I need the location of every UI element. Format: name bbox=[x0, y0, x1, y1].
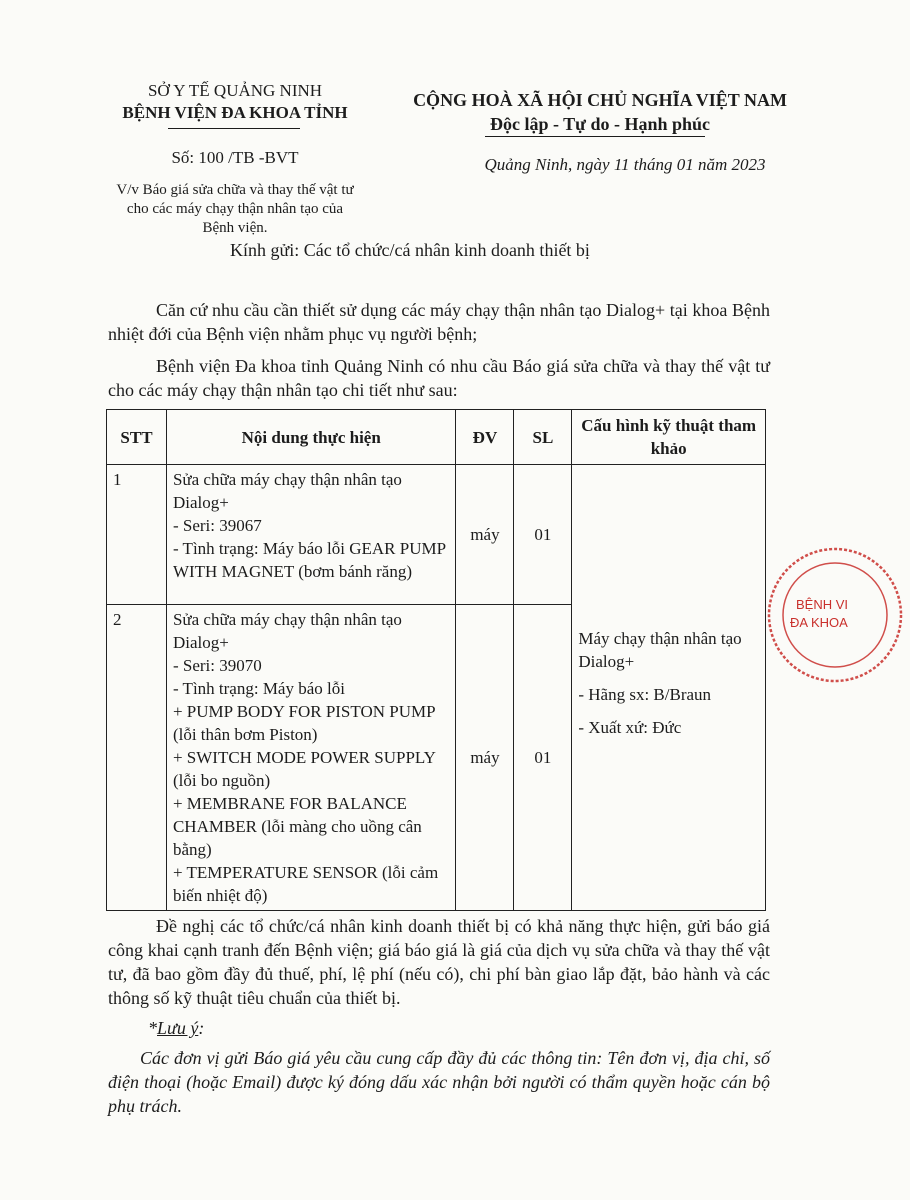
official-stamp bbox=[760, 545, 910, 685]
row-unit: máy bbox=[456, 465, 514, 605]
content-line: + PUMP BODY FOR PISTON PUMP (lỗi thân bơm Piston) bbox=[172, 702, 435, 744]
header-unit: ĐV bbox=[456, 410, 514, 465]
row-qty: 01 bbox=[514, 465, 572, 605]
row-stt: 1 bbox=[107, 465, 167, 605]
document-number: Số: 100 /TB -BVT bbox=[171, 148, 299, 167]
document-date: Quảng Ninh, ngày 11 tháng 01 năm 2023 bbox=[484, 155, 766, 174]
document-subject: V/v Báo giá sửa chữa và thay thế vật tư cho các máy chạy thận nhân tạo của Bệnh viện. bbox=[116, 182, 354, 236]
header-config: Cấu hình kỹ thuật tham khảo bbox=[572, 410, 766, 465]
row-unit: máy bbox=[456, 605, 514, 911]
issuing-organization bbox=[90, 80, 380, 124]
org-line-1: SỞ Y TẾ QUẢNG NINH bbox=[147, 81, 323, 100]
org-underline bbox=[168, 128, 300, 129]
content-line: + SWITCH MODE POWER SUPPLY (lỗi bo nguồn) bbox=[172, 748, 436, 790]
content-line: + MEMBRANE FOR BALANCE CHAMBER (lỗi màng cho uồng cân bằng) bbox=[172, 794, 422, 859]
note-text: Các đơn vị gửi Báo giá yêu cầu cung cấp đầy đủ các thông tin: Tên đơn vị, địa chỉ, số điện thoại (hoặc Email) được ký đóng dấu xác nhận bởi người có thẩm quyền hoặc cán bộ phụ trách. bbox=[108, 1048, 770, 1116]
stamp-text-1: BỆNH VI bbox=[796, 597, 849, 612]
config-line: - Hãng sx: B/Braun bbox=[578, 684, 712, 704]
stamp-text-2: ĐA KHOA bbox=[790, 615, 848, 630]
header-stt: STT bbox=[107, 410, 167, 465]
content-line: Sửa chữa máy chạy thận nhân tạo Dialog+ bbox=[172, 610, 402, 652]
national-motto bbox=[390, 88, 810, 136]
content-line: - Seri: 39070 bbox=[172, 656, 262, 675]
org-line-2: BỆNH VIỆN ĐA KHOA TỈNH bbox=[122, 103, 348, 122]
content-line: - Tình trạng: Máy báo lỗi bbox=[172, 679, 345, 698]
motto-underline bbox=[485, 136, 705, 137]
row-qty: 01 bbox=[514, 605, 572, 911]
note-label: *Lưu ý: bbox=[148, 1018, 205, 1038]
row-content bbox=[166, 605, 456, 911]
row-stt: 2 bbox=[107, 605, 167, 911]
content-line: + TEMPERATURE SENSOR (lỗi cảm biến nhiệt độ) bbox=[172, 863, 439, 905]
header-qty: SL bbox=[514, 410, 572, 465]
content-line: - Tình trạng: Máy báo lỗi GEAR PUMP WITH MAGNET (bơm bánh răng) bbox=[172, 539, 446, 581]
config-line: - Xuất xứ: Đức bbox=[578, 717, 682, 737]
paragraph-proposal: Đề nghị các tổ chức/cá nhân kinh doanh thiết bị có khả năng thực hiện, gửi báo giá công khai cạnh tranh đến Bệnh viện; giá báo giá là giá của dịch vụ sửa chữa và thay thế vật tư, đã bao gồm đầy đủ thuế, phí, lệ phí (nếu có), chi phí bàn giao lắp đặt, bảo hành và các thông số kỹ thuật tiêu chuẩn của thiết bị. bbox=[108, 916, 770, 1008]
table-header-row bbox=[107, 410, 766, 465]
content-line: Sửa chữa máy chạy thận nhân tạo Dialog+ bbox=[172, 470, 402, 512]
recipient-line: Kính gửi: Các tổ chức/cá nhân kinh doanh thiết bị bbox=[230, 240, 590, 260]
config-cell bbox=[572, 465, 766, 911]
repair-table bbox=[106, 409, 766, 911]
nation-line-1: CỘNG HOÀ XÃ HỘI CHỦ NGHĨA VIỆT NAM bbox=[413, 90, 787, 110]
paragraph-basis: Căn cứ nhu cầu cần thiết sử dụng các máy chạy thận nhân tạo Dialog+ tại khoa Bệnh nhiệt đới của Bệnh viện nhằm phục vụ người bệnh; bbox=[108, 300, 770, 344]
content-line: - Seri: 39067 bbox=[172, 516, 262, 535]
config-line: Máy chạy thận nhân tạo Dialog+ bbox=[578, 628, 742, 671]
note-label-text: Lưu ý bbox=[157, 1018, 199, 1038]
row-content bbox=[166, 465, 456, 605]
header-content: Nội dung thực hiện bbox=[166, 410, 456, 465]
table-row bbox=[107, 465, 766, 605]
paragraph-request: Bệnh viện Đa khoa tỉnh Quảng Ninh có nhu cầu Báo giá sửa chữa và thay thế vật tư cho các máy chạy thận nhân tạo chi tiết như sau: bbox=[108, 356, 770, 400]
nation-line-2: Độc lập - Tự do - Hạnh phúc bbox=[489, 114, 711, 134]
